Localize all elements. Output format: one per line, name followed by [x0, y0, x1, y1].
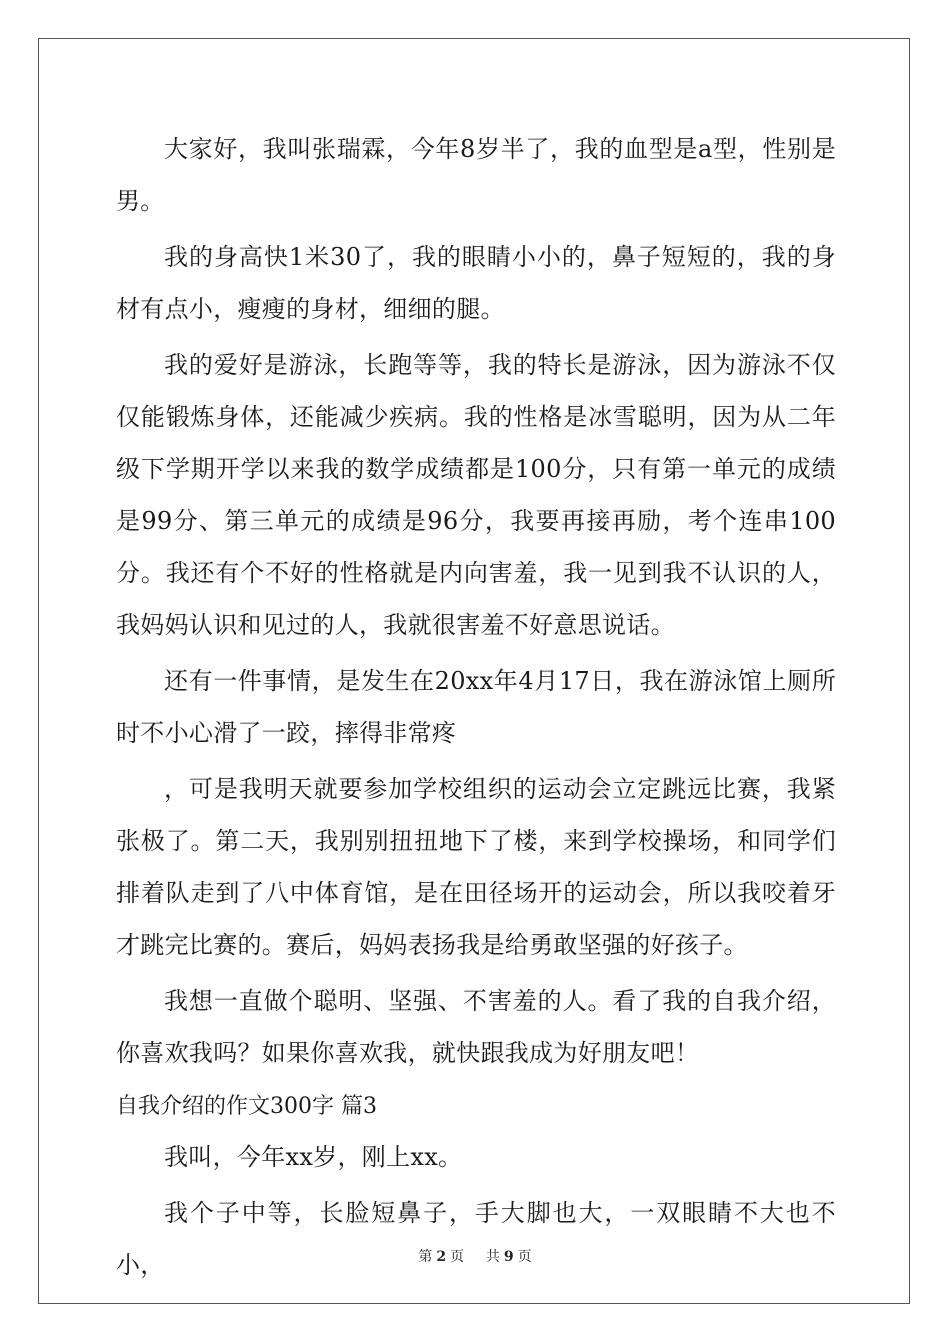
- footer-prefix: 第: [418, 1249, 433, 1265]
- footer-total-prefix: 共: [485, 1249, 500, 1265]
- document-body: [116, 123, 836, 1295]
- paragraph-incident: 还有一件事情，是发生在20xx年4月17日，我在游泳馆上厕所时不小心滑了一跤，摔得非常疼: [116, 667, 836, 747]
- footer-page-suffix: 页: [450, 1249, 465, 1265]
- section-paragraph-appearance: 我个子中等，长脸短鼻子，手大脚也大，一双眼睛不大也不小，: [116, 1199, 836, 1279]
- paragraph-incident-continued: ，可是我明天就要参加学校组织的运动会立定跳远比赛，我紧张极了。第二天，我别别扭扭地下了楼，来到学校操场，和同学们排着队走到了八中体育馆，是在田径场开的运动会，所以我咬着牙才跳完比赛的。赛后，妈妈表扬我是给勇敢坚强的好孩子。: [116, 775, 836, 959]
- paragraph-intro: 大家好，我叫张瑞霖，今年8岁半了，我的血型是a型，性别是男。: [116, 135, 836, 215]
- section-heading: 自我介绍的作文300字 篇3: [116, 1094, 377, 1119]
- page-footer: [0, 1246, 950, 1266]
- paragraph-hobbies: 我的爱好是游泳，长跑等等，我的特长是游泳，因为游泳不仅仅能锻炼身体，还能减少疾病。我的性格是冰雪聪明，因为从二年级下学期开学以来我的数学成绩都是100分，只有第一单元的成绩是99分、第三单元的成绩是96分，我要再接再励，考个连串100分。我还有个不好的性格就是内向害羞，我一见到我不认识的人，我妈妈认识和见过的人，我就很害羞不好意思说话。: [116, 351, 836, 639]
- paragraph-closing: 我想一直做个聪明、坚强、不害羞的人。看了我的自我介绍，你喜欢我吗？如果你喜欢我，就快跟我成为好朋友吧！: [116, 987, 836, 1067]
- footer-page-number: 2: [436, 1249, 447, 1265]
- section-paragraph-intro: 我叫，今年xx岁，刚上xx。: [164, 1143, 463, 1171]
- paragraph-appearance: 我的身高快1米30了，我的眼睛小小的，鼻子短短的，我的身材有点小，瘦瘦的身材，细细的腿。: [116, 243, 836, 323]
- footer-total-pages: 9: [503, 1249, 514, 1265]
- footer-total-suffix: 页: [517, 1249, 532, 1265]
